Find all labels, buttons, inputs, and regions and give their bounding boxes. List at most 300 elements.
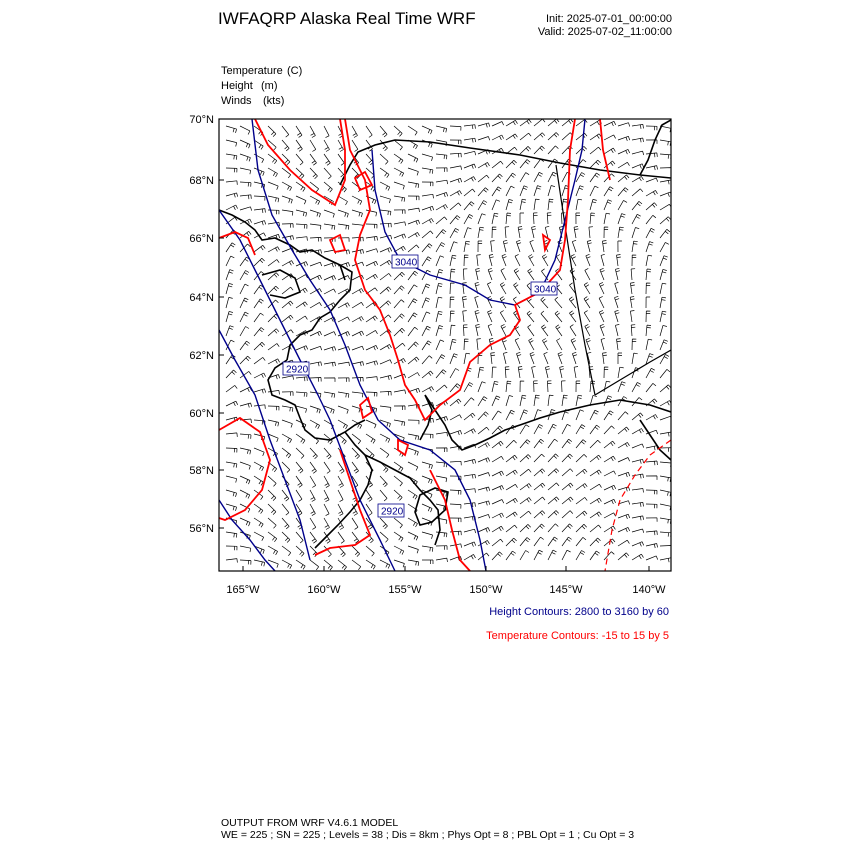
wind-barb (574, 367, 578, 379)
wind-barb (520, 160, 530, 169)
wind-barb (366, 126, 372, 137)
bristol-bay (315, 432, 372, 548)
wind-barb (562, 497, 573, 504)
wind-barb (492, 396, 500, 406)
wind-barb (436, 340, 444, 350)
wind-barb (660, 546, 671, 550)
wind-barb (604, 441, 615, 448)
wind-barb (506, 410, 515, 420)
wind-barb (520, 213, 524, 224)
field-winds: Winds (kts) (221, 95, 285, 107)
wind-barb (547, 213, 551, 224)
wind-barb (296, 224, 307, 229)
wind-barb (527, 311, 534, 322)
wind-barb (604, 148, 615, 154)
wind-barb (268, 182, 278, 190)
wind-barb (352, 140, 358, 152)
wind-barb (556, 325, 562, 336)
wind-barb (394, 222, 406, 226)
wind-barb (366, 316, 377, 322)
wind-barb (492, 200, 500, 210)
wind-barb (254, 389, 266, 394)
wind-barb (520, 173, 529, 182)
lat-label: 58°N (189, 465, 214, 477)
lat-label: 70°N (189, 114, 214, 126)
wind-barb (618, 527, 630, 532)
wind-barb (478, 487, 490, 491)
wind-barb (646, 518, 657, 522)
wind-barb (660, 269, 667, 280)
lon-label: 150°W (469, 584, 503, 596)
wind-barb (324, 182, 332, 192)
wind-barb (254, 518, 263, 527)
wind-barb (660, 558, 672, 562)
wind-barb (600, 268, 605, 280)
wind-barb (576, 484, 587, 491)
wind-barb (380, 448, 389, 458)
wind-barb (618, 188, 628, 196)
wind-barb (464, 459, 476, 464)
wind-barb (352, 346, 364, 350)
wind-barb (338, 196, 348, 205)
lon-label: 160°W (307, 584, 341, 596)
wind-barb (254, 209, 265, 213)
wind-barb (464, 189, 475, 196)
wind-barb (464, 228, 471, 238)
wind-barb (296, 302, 307, 308)
wind-barb (584, 311, 590, 322)
wind-barb (576, 410, 584, 420)
wind-barb (548, 186, 555, 197)
wind-barb (436, 126, 447, 132)
wind-barb (520, 551, 529, 561)
wind-barb (436, 154, 447, 159)
wind-barb (576, 537, 586, 546)
wind-barb (477, 339, 481, 350)
wind-barb (436, 311, 442, 322)
wind-barb (226, 401, 238, 406)
seward-peninsula (262, 270, 300, 298)
wind-barb (520, 469, 531, 476)
wind-barb (585, 324, 590, 336)
wind-barb (408, 154, 418, 162)
wind-barb (506, 213, 511, 224)
wind-barb (240, 298, 248, 308)
height-contour-note: Height Contours: 2800 to 3160 by 60 (489, 606, 669, 618)
wind-barb (506, 470, 517, 476)
wind-barb (572, 352, 577, 364)
wind-barb (632, 151, 644, 155)
wind-barb (590, 186, 598, 196)
wind-barb (310, 346, 322, 350)
wind-barb (324, 224, 335, 230)
wind-barb (450, 399, 461, 406)
wind-barb (599, 310, 604, 322)
wind-barb (310, 504, 315, 516)
wind-barb (464, 125, 475, 129)
wind-barb (268, 476, 276, 486)
wind-barb (520, 410, 528, 420)
wind-barb (618, 175, 629, 182)
wind-barb (491, 353, 495, 364)
wind-barb (366, 420, 376, 428)
wind-barb (450, 166, 462, 170)
wind-barb (436, 476, 447, 482)
wind-barb (544, 352, 548, 364)
wind-barb (366, 330, 378, 336)
wind-barb (534, 497, 545, 504)
temp-contour-a (345, 119, 575, 420)
wind-barb (450, 461, 461, 465)
wind-barb (632, 241, 638, 252)
wind-barb (506, 551, 516, 560)
wind-barb (366, 345, 378, 350)
wind-barb (660, 311, 666, 322)
wind-barb (632, 255, 636, 266)
wind-barb (464, 413, 475, 420)
wind-barb (450, 297, 454, 308)
wind-barb (590, 498, 601, 504)
model-footer (221, 817, 634, 841)
wind-barb (542, 255, 548, 267)
wind-barb (324, 462, 330, 473)
wind-barb (492, 456, 504, 462)
wind-barb (268, 406, 279, 410)
wind-barb (240, 140, 250, 148)
wind-barb (660, 325, 667, 336)
wind-barb (268, 546, 278, 555)
height-label-4: 2920 (381, 506, 404, 518)
wind-barb (604, 471, 616, 476)
wind-barb (296, 237, 307, 241)
wind-barb (632, 502, 644, 506)
wind-barb (380, 360, 392, 364)
wind-barb (380, 273, 391, 280)
wind-barb (422, 326, 431, 336)
wind-barb (560, 366, 564, 378)
wind-barb (618, 540, 629, 546)
wind-barb (646, 269, 651, 280)
wind-barb (632, 489, 644, 493)
field-height: Height (m) (221, 80, 278, 92)
wind-barb (492, 486, 504, 491)
wind-barb (366, 274, 378, 280)
wind-barb (534, 395, 540, 406)
wind-barb (464, 383, 473, 393)
wind-barb (599, 282, 604, 294)
wind-barb (478, 427, 489, 434)
wind-barb (408, 313, 417, 322)
lat-label: 64°N (189, 292, 214, 304)
wind-barb (529, 338, 534, 350)
wind-barb (436, 205, 448, 211)
wind-barb (646, 556, 658, 560)
wind-barb (240, 476, 250, 484)
wind-barb (352, 224, 363, 229)
wind-barb (646, 153, 657, 157)
wind-barb (618, 553, 629, 560)
wind-barb (282, 532, 290, 543)
wind-barb (576, 497, 587, 504)
wind-barb (366, 361, 378, 366)
wind-barb (226, 154, 237, 160)
wind-barb (380, 532, 388, 542)
wind-barb (380, 196, 391, 203)
wind-barb (324, 378, 335, 382)
wind-barb (534, 537, 544, 546)
wind-barb (422, 356, 432, 364)
height-label-1: 3040 (395, 257, 418, 269)
wind-barb (464, 542, 476, 547)
wind-barb (422, 168, 433, 174)
wind-barb (548, 424, 557, 434)
wind-barb (310, 462, 317, 473)
wind-barb (660, 416, 672, 420)
temperature-contour-note: Temperature Contours: -15 to 15 by 5 (486, 630, 669, 642)
wind-barb (324, 168, 331, 179)
wind-barb (324, 392, 335, 398)
wind-barb (604, 526, 615, 532)
wind-barb (646, 126, 657, 130)
wind-barb (254, 560, 265, 566)
wind-barb (226, 140, 237, 147)
wind-barb (282, 261, 294, 266)
wind-barb (632, 382, 641, 392)
wind-barb (506, 396, 513, 407)
wind-barb (296, 392, 307, 397)
wind-barb (268, 490, 276, 501)
wind-barb (254, 299, 264, 308)
wind-barb (518, 367, 522, 379)
wind-barb (632, 516, 644, 520)
southeast-coast (640, 420, 671, 460)
wind-barb (548, 511, 559, 519)
wind-barb (422, 154, 433, 161)
wind-barb (488, 268, 493, 280)
wind-barb (352, 448, 360, 459)
wind-barb (226, 311, 233, 322)
height-contours (219, 119, 585, 571)
wind-barb (450, 228, 459, 238)
wind-barb (576, 199, 582, 210)
borders (556, 165, 671, 395)
wind-barb (660, 432, 672, 436)
wind-barb (422, 532, 433, 539)
wind-barb (520, 440, 530, 448)
wind-barb (464, 255, 468, 266)
wind-barb (352, 462, 359, 473)
wind-barb (534, 550, 543, 560)
wind-barb (338, 224, 349, 230)
wind-barb (352, 317, 364, 323)
wind-barb (352, 196, 362, 205)
wind-barb (422, 194, 434, 198)
wind-barb (240, 284, 249, 294)
wind-barb (478, 201, 487, 211)
wind-barb (296, 126, 302, 137)
wind-barb (518, 227, 522, 239)
wind-barb (478, 412, 488, 420)
wind-barb (618, 149, 630, 154)
wind-barb (310, 331, 322, 336)
wind-barb (590, 160, 601, 168)
wind-barb (282, 287, 293, 294)
wind-barb (632, 444, 644, 448)
wind-barb (534, 199, 540, 210)
wind-barb (366, 236, 378, 240)
wind-barb (436, 192, 448, 197)
wind-barb (534, 454, 545, 462)
wind-barb (660, 490, 671, 496)
wind-barb (514, 283, 521, 294)
wind-barb (464, 429, 476, 434)
wind-barb (590, 484, 602, 490)
wind-barb (310, 154, 317, 165)
wind-barb (338, 154, 344, 165)
wind-barb (569, 311, 576, 322)
wind-barb (478, 382, 486, 392)
wind-barb (520, 425, 529, 434)
wind-barb (282, 140, 289, 151)
wind-barb (240, 195, 251, 199)
wind-barb (226, 476, 237, 483)
wind-barb (254, 258, 265, 266)
wind-barb (562, 454, 573, 462)
wind-barb (548, 172, 557, 182)
wind-barb (310, 406, 320, 413)
wind-barb (478, 367, 484, 378)
wind-barb (520, 199, 526, 210)
wind-barb (520, 186, 528, 196)
wind-barb (660, 256, 668, 266)
wind-barb (506, 440, 517, 448)
wind-barb (590, 455, 601, 462)
wind-barb (240, 387, 252, 392)
wind-barb (603, 353, 607, 364)
wind-barb (254, 313, 264, 322)
wind-barb (394, 390, 406, 394)
wind-barb (282, 224, 293, 228)
wind-barb (338, 406, 348, 414)
wind-barb (515, 338, 520, 350)
wind-barb (422, 504, 432, 512)
wind-barb (590, 199, 597, 210)
wind-barb (282, 518, 289, 529)
height-label-3: 2920 (286, 364, 309, 376)
wind-barb (282, 196, 292, 203)
wind-barb (254, 154, 264, 163)
wind-barb (542, 339, 548, 351)
wind-barb (646, 311, 650, 322)
wind-barb (240, 448, 251, 454)
wind-barb (436, 355, 445, 364)
wind-barb (534, 469, 545, 476)
wind-barb (380, 406, 391, 411)
wind-barb (282, 448, 291, 458)
wind-barb (296, 448, 304, 459)
wind-barb (268, 344, 279, 351)
wind-barb (463, 311, 467, 322)
wind-barb (338, 210, 348, 217)
wind-barb (352, 262, 364, 266)
wind-barb (338, 462, 344, 473)
wind-barb (562, 119, 573, 126)
wind-barb (464, 138, 476, 142)
wind-barb (352, 126, 358, 138)
wind-barb (604, 411, 613, 420)
wind-barb (408, 232, 420, 238)
wind-barb (548, 524, 558, 532)
wind-barb (630, 283, 634, 295)
wind-barb (226, 205, 238, 210)
wind-barb (268, 560, 278, 568)
wind-barb (534, 524, 544, 532)
wind-barb (240, 560, 251, 565)
wind-barb (254, 504, 263, 514)
wind-barb (408, 546, 418, 553)
wind-barb (618, 472, 630, 477)
wind-barb (380, 476, 387, 487)
wind-barb (226, 490, 237, 497)
wind-barb (352, 210, 363, 217)
wind-barb (590, 525, 601, 532)
wind-barb (547, 381, 551, 392)
wind-barb (282, 345, 294, 350)
wind-barb (422, 257, 431, 266)
wind-barb (489, 254, 494, 266)
wind-barb (478, 175, 489, 182)
wind-barb (660, 204, 672, 210)
wind-barb (464, 529, 476, 533)
wind-barb (618, 227, 624, 238)
wind-barb (534, 133, 545, 140)
wind-barb (408, 357, 419, 364)
wind-barb (562, 524, 572, 532)
wind-barb (464, 554, 476, 560)
wind-barb (450, 504, 461, 509)
wind-barb (548, 454, 558, 462)
wind-barb (464, 339, 469, 350)
wind-barb (282, 560, 292, 569)
wind-barb (646, 215, 656, 224)
wind-barb (646, 325, 651, 336)
wind-barb (324, 448, 331, 459)
wind-barb (408, 490, 417, 499)
wind-barb (528, 325, 534, 336)
wind-barb (408, 518, 418, 527)
wind-barb (492, 471, 504, 476)
wind-barb (464, 214, 473, 224)
wind-barb (492, 135, 504, 140)
wind-barb (338, 303, 350, 308)
wind-barb (492, 513, 504, 518)
wind-barb (604, 187, 613, 196)
wind-barb (646, 490, 657, 494)
wind-barb (478, 123, 490, 128)
wind-barb (380, 235, 392, 239)
wind-barb (632, 214, 641, 224)
wind-barb (408, 245, 419, 252)
wind-barb (576, 133, 587, 140)
wind-barb (660, 518, 671, 524)
wind-barb (296, 532, 303, 543)
wind-barb (338, 140, 344, 152)
wind-barb (226, 193, 238, 198)
wind-barb (571, 338, 576, 350)
wind-barb (268, 518, 276, 528)
wind-barb (618, 123, 630, 127)
wind-barb (394, 140, 403, 150)
